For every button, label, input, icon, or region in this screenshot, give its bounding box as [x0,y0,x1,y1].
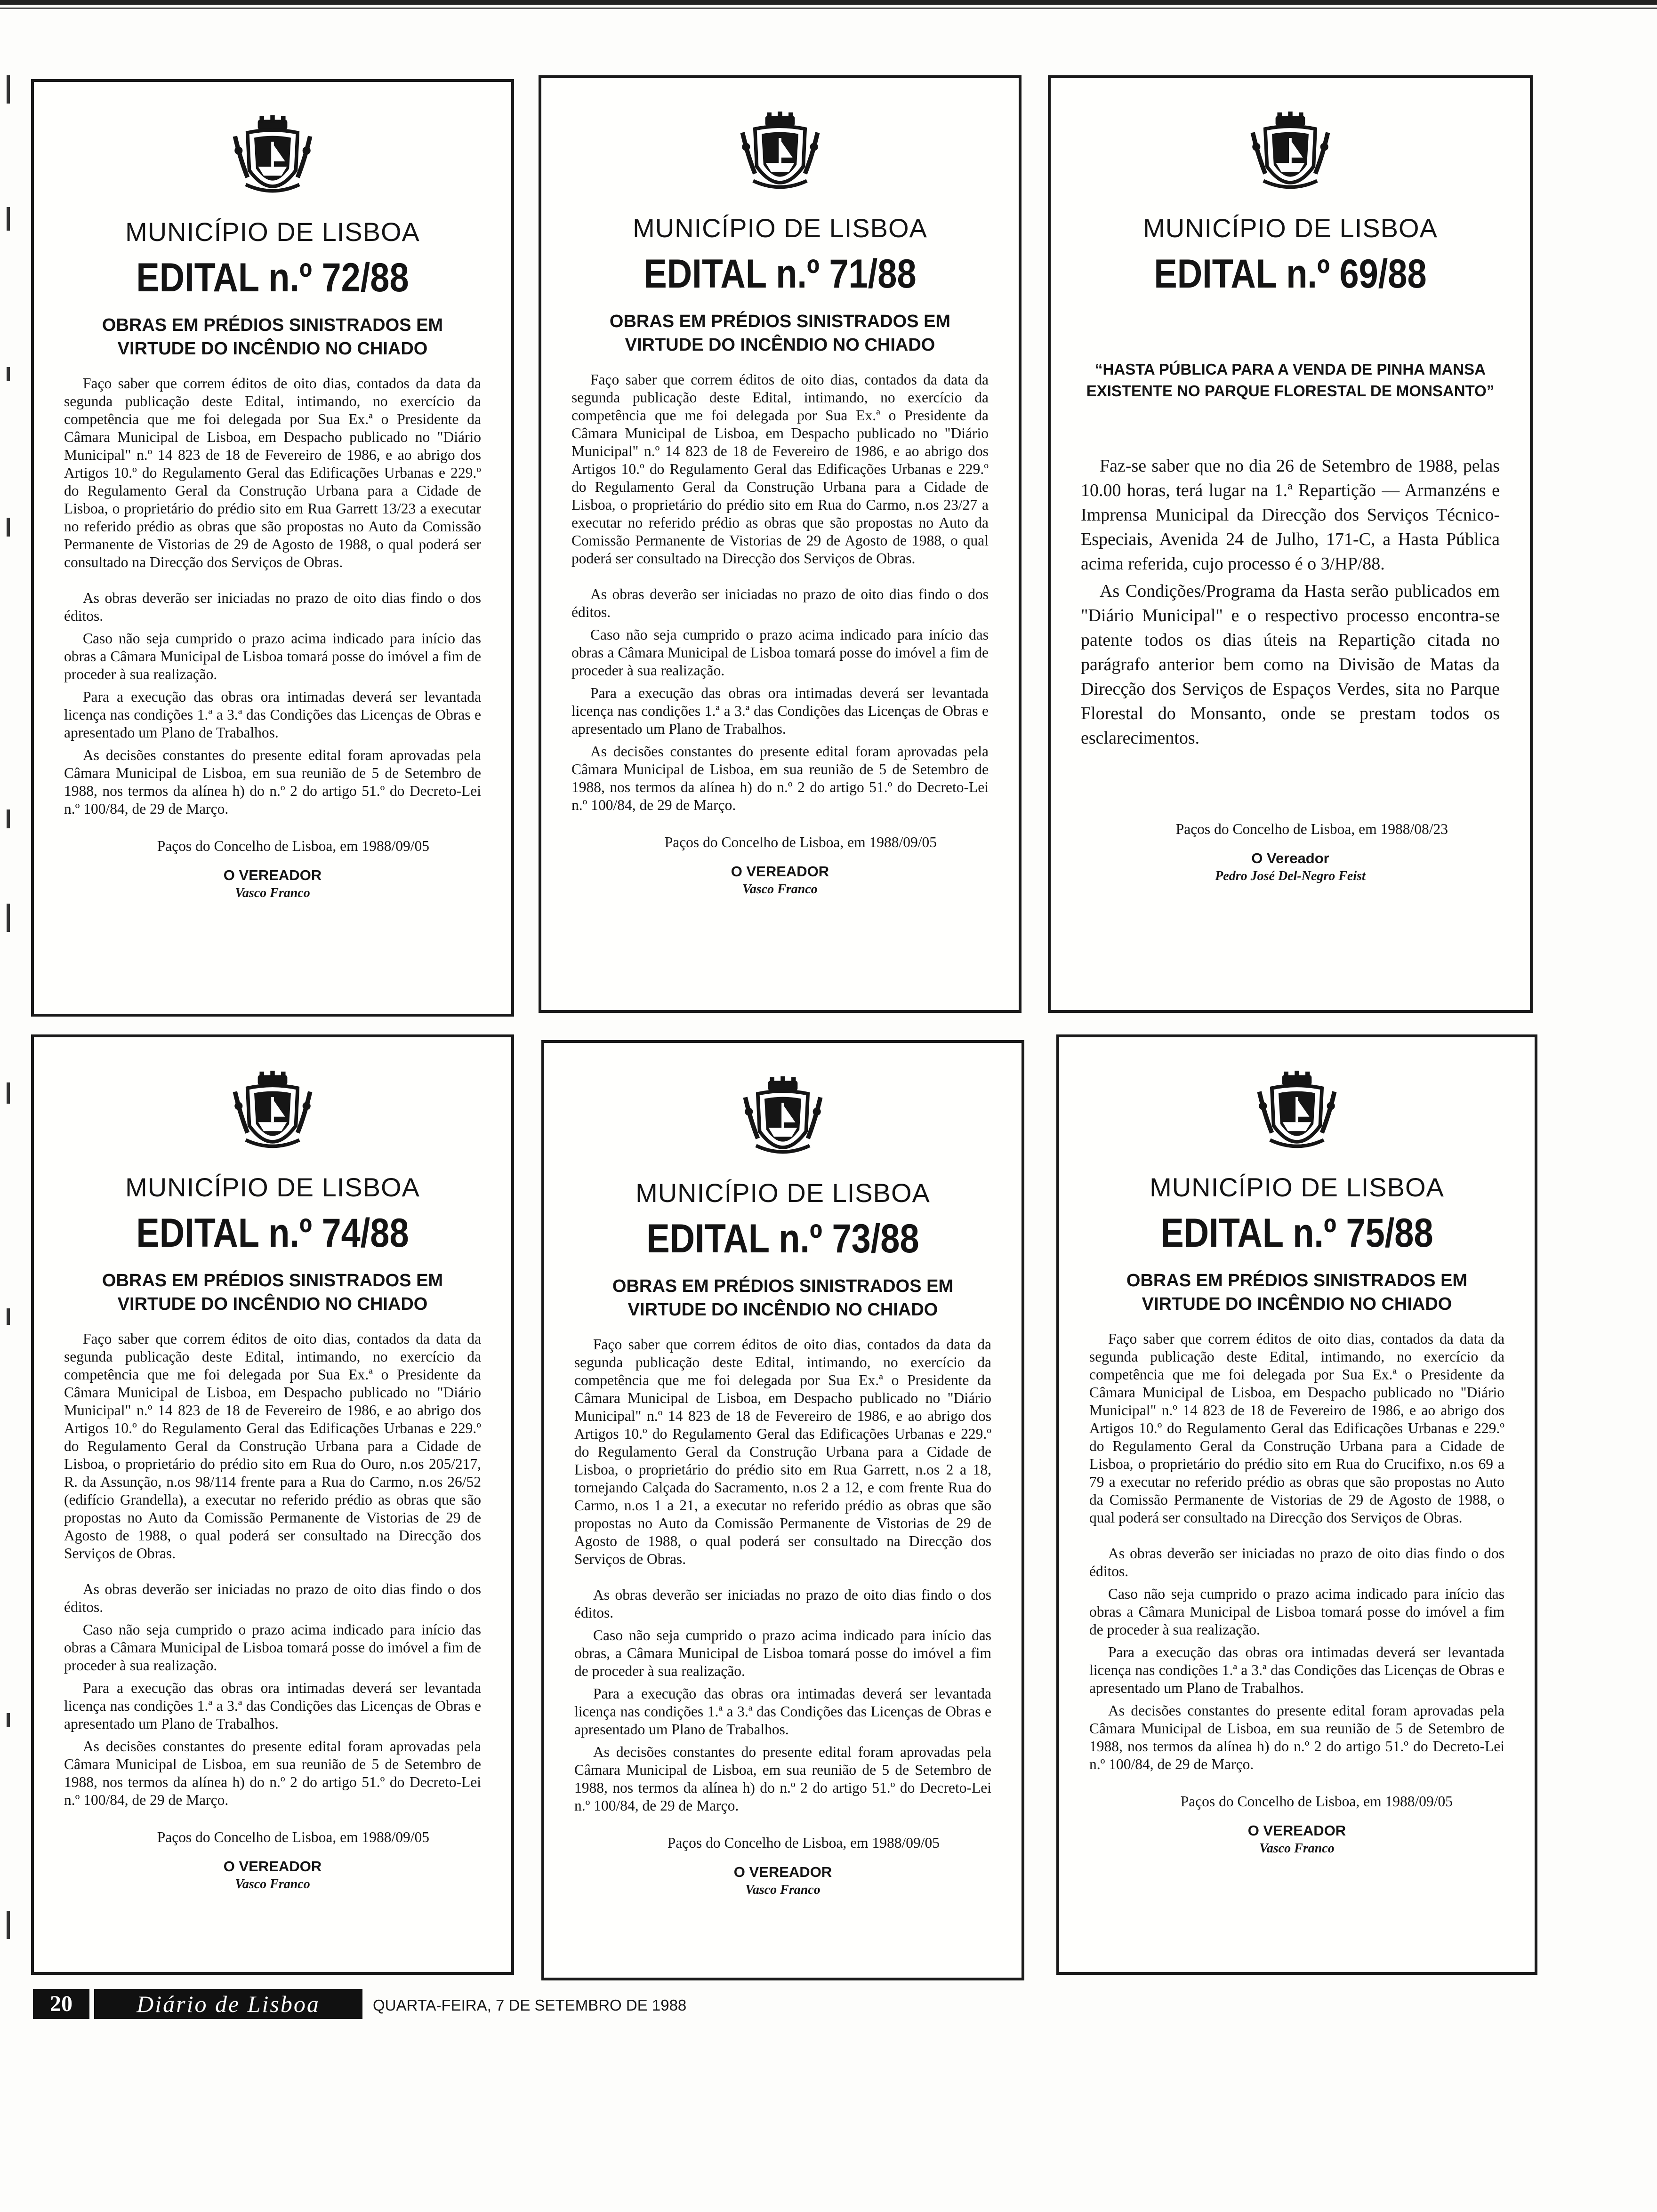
left-margin-marks [3,75,17,2005]
notice-place-date: Paços do Concelho de Lisboa, em 1988/09/05 [667,1835,940,1851]
notice-signer-name: Vasco Franco [742,882,818,897]
notice-paragraph: Caso não seja cumprido o prazo acima indicado para início das obras a Câmara Municipal de Lisboa tomará posse do imóvel a fim de proceder à sua realização. [64,630,481,682]
lisbon-coat-of-arms-icon [738,1076,828,1165]
edital-number: EDITAL n.º 74/88 [136,1210,409,1256]
edital-notice-71 [539,75,1022,1013]
notice-paragraph: Faço saber que correm éditos de oito dias, contados da data da segunda publicação deste Edital, intimando, no exercício da competência que me foi delegada por Sua Ex.ª o Presidente da Câmara Municipal de Lisboa, em Despacho publicado no "Diário Municipal" n.º 14 823 de 18 de Fevereiro de 1986, e ao abrigo dos Artigos 10.º do Regulamento Geral das Edificações Urbanas e 229.º do Regulamento Geral da Construção Urbana para a Cidade de Lisboa, o proprietário do prédio sito em Rua Garrett, n.os 2 a 18, tornejando Calçada do Sacramento, n.os 2 a 12, e com frente Rua do Carmo, n.os 1 a 21, a executar no referido prédio as obras que são propostas no Auto da Comissão Permanente de Vistorias de 29 de Agosto de 1988, o qual poderá ser consultado na Direcção dos Serviços de Obras. [574,1336,991,1567]
notice-body [571,371,989,814]
notice-signer-name: Vasco Franco [235,1877,310,1891]
notice-paragraph: Faço saber que correm éditos de oito dias, contados da data da segunda publicação deste Edital, intimando, no exercício da competência que me foi delegada por Sua Ex.ª o Presidente da Câmara Municipal de Lisboa, em Despacho publicado no "Diário Municipal" n.º 14 823 de 18 de Fevereiro de 1986, e ao abrigo dos Artigos 10.º do Regulamento Geral das Edificações Urbanas e 229.º do Regulamento Geral da Construção Urbana para a Cidade de Lisboa, o proprietário do prédio sito em Rua do Crucifixo, n.os 69 a 79 a executar no referido prédio as obras que são propostas no Auto da Comissão Permanente de Vistorias de 29 de Agosto de 1988, o qual poderá ser consultado na Direcção dos Serviços de Obras. [1089,1330,1504,1526]
notice-subject: “HASTA PÚBLICA PARA A VENDA DE PINHA MANSA EXISTENTE NO PARQUE FLORESTAL DE MONSANTO” [1086,361,1495,400]
notice-paragraph: Caso não seja cumprido o prazo acima indicado para início das obras a Câmara Municipal de Lisboa tomará posse do imóvel a fim de proceder à sua realização. [64,1621,481,1674]
notice-paragraph: Faço saber que correm éditos de oito dias, contados da data da segunda publicação deste Edital, intimando, no exercício da competência que me foi delegada por Sua Ex.ª o Presidente da Câmara Municipal de Lisboa, em Despacho publicado no "Diário Municipal" n.º 14 823 de 18 de Fevereiro de 1986, e ao abrigo dos Artigos 10.º do Regulamento Geral das Edificações Urbanas e 229.º do Regulamento Geral da Construção Urbana para a Cidade de Lisboa, o proprietário do prédio sito em Rua do Ouro, n.os 205/217, R. da Assunção, n.os 98/114 frente para a Rua do Carmo, n.os 26/52 (edifício Grandella), a executar no referido prédio as obras que são propostas no Auto da Comissão Permanente de Vistorias de 29 de Agosto de 1988, o qual poderá ser consultado na Direcção dos Serviços de Obras. [64,1330,481,1562]
notice-paragraph: As obras deverão ser iniciadas no prazo de oito dias findo o dos éditos. [1089,1545,1504,1579]
notice-signer-name: Vasco Franco [1259,1841,1335,1856]
notice-paragraph: As decisões constantes do presente edital foram aprovadas pela Câmara Municipal de Lisboa, em sua reunião de 5 de Setembro de 1988, nos termos da alínea h) do n.º 2 do artigo 51.º do Decreto-Lei n.º 100/84, de 29 de Março. [1089,1702,1504,1772]
notice-place-date: Paços do Concelho de Lisboa, em 1988/08/23 [1175,821,1448,837]
notice-signer-name: Pedro José Del-Negro Feist [1215,869,1366,883]
notice-signer-role: O VEREADOR [731,863,829,880]
notice-signer-role: O VEREADOR [223,1858,322,1875]
municipality-name: MUNICÍPIO DE LISBOA [125,1172,420,1202]
notice-paragraph: Para a execução das obras ora intimadas deverá ser levantada licença nas condições 1.ª a 3.ª das Condições das Licenças de Obras e apresentado um Plano de Trabalhos. [1089,1644,1504,1696]
edital-number: EDITAL n.º 73/88 [646,1216,919,1261]
notice-signer-name: Vasco Franco [235,886,310,900]
notice-signer-role: O Vereador [1251,850,1329,866]
edital-notice-75 [1056,1034,1537,1975]
notice-body [1081,454,1500,750]
lisbon-coat-of-arms-icon [735,111,825,200]
notice-paragraph: As Condições/Programa da Hasta serão publicados em "Diário Municipal" e o respectivo processo encontra-se patente todos os dias úteis na Repartição citada no parágrafo anterior bem como na Divisão de Matas da Direcção dos Serviços de Espaços Verdes, sita no Parque Florestal do Monsanto, onde se prestam todos os esclarecimentos. [1081,581,1500,748]
notice-subject: OBRAS EM PRÉDIOS SINISTRADOS EM VIRTUDE DO INCÊNDIO NO CHIADO [612,1276,954,1320]
notice-place-date: Paços do Concelho de Lisboa, em 1988/09/05 [1180,1793,1453,1810]
notice-paragraph: As obras deverão ser iniciadas no prazo de oito dias findo o dos éditos. [64,590,481,624]
lisbon-coat-of-arms-icon [1252,1070,1342,1160]
lisbon-coat-of-arms-icon [228,115,317,204]
notice-place-date: Paços do Concelho de Lisboa, em 1988/09/05 [157,838,429,854]
notice-paragraph: Para a execução das obras ora intimadas deverá ser levantada licença nas condições 1.ª a 3.ª das Condições das Licenças de Obras e apresentado um Plano de Trabalhos. [574,1685,991,1738]
edital-number: EDITAL n.º 72/88 [136,255,409,300]
notice-paragraph: As decisões constantes do presente edital foram aprovadas pela Câmara Municipal de Lisboa, em sua reunião de 5 de Setembro de 1988, nos termos da alínea h) do n.º 2 do artigo 51.º do Decreto-Lei n.º 100/84, de 29 de Março. [571,743,989,813]
notice-subject: OBRAS EM PRÉDIOS SINISTRADOS EM VIRTUDE DO INCÊNDIO NO CHIADO [102,1271,443,1314]
notice-paragraph: As decisões constantes do presente edital foram aprovadas pela Câmara Municipal de Lisboa, em sua reunião de 5 de Setembro de 1988, nos termos da alínea h) do n.º 2 do artigo 51.º do Decreto-Lei n.º 100/84, de 29 de Março. [574,1744,991,1814]
notice-paragraph: As decisões constantes do presente edital foram aprovadas pela Câmara Municipal de Lisboa, em sua reunião de 5 de Setembro de 1988, nos termos da alínea h) do n.º 2 do artigo 51.º do Decreto-Lei n.º 100/84, de 29 de Março. [64,1738,481,1808]
municipality-name: MUNICÍPIO DE LISBOA [633,213,927,243]
page-top-rule [0,0,1657,5]
edital-number: EDITAL n.º 71/88 [643,251,917,297]
notice-paragraph: Faço saber que correm éditos de oito dias, contados da data da segunda publicação deste Edital, intimando, no exercício da competência que me foi delegada por Sua Ex.ª o Presidente da Câmara Municipal de Lisboa, em Despacho publicado no "Diário Municipal" n.º 14 823 de 18 de Fevereiro de 1986, e ao abrigo dos Artigos 10.º do Regulamento Geral das Edificações Urbanas e 229.º do Regulamento Geral da Construção Urbana para a Cidade de Lisboa, o proprietário do prédio sito em Rua do Carmo, n.os 23/27 a executar no referido prédio as obras que são propostas no Auto da Comissão Permanente de Vistorias de 29 de Agosto de 1988, o qual poderá ser consultado na Direcção dos Serviços de Obras. [571,371,989,567]
notice-subject: OBRAS EM PRÉDIOS SINISTRADOS EM VIRTUDE DO INCÊNDIO NO CHIADO [1126,1271,1468,1314]
notice-place-date: Paços do Concelho de Lisboa, em 1988/09/05 [157,1829,429,1845]
page-top-rule-thin [0,8,1657,9]
lisbon-coat-of-arms-icon [228,1070,317,1160]
notice-paragraph: Caso não seja cumprido o prazo acima indicado para início das obras a Câmara Municipal de Lisboa tomará posse do imóvel a fim de proceder à sua realização. [571,626,989,679]
notice-paragraph: As decisões constantes do presente edital foram aprovadas pela Câmara Municipal de Lisboa, em sua reunião de 5 de Setembro de 1988, nos termos da alínea h) do n.º 2 do artigo 51.º do Decreto-Lei n.º 100/84, de 29 de Março. [64,747,481,817]
notice-paragraph: Caso não seja cumprido o prazo acima indicado para início das obras, a Câmara Municipal de Lisboa tomará posse do imóvel a fim de proceder à sua realização. [574,1627,991,1679]
lisbon-coat-of-arms-icon [1246,111,1335,200]
municipality-name: MUNICÍPIO DE LISBOA [1143,213,1438,243]
notice-paragraph: As obras deverão ser iniciadas no prazo de oito dias findo o dos éditos. [571,586,989,620]
notice-paragraph: As obras deverão ser iniciadas no prazo de oito dias findo o dos éditos. [64,1581,481,1615]
municipality-name: MUNICÍPIO DE LISBOA [125,217,420,247]
edital-notice-74 [31,1034,514,1975]
municipality-name: MUNICÍPIO DE LISBOA [635,1178,930,1208]
edital-number: EDITAL n.º 75/88 [1160,1210,1433,1256]
notice-signer-role: O VEREADOR [1247,1822,1346,1839]
notice-paragraph: Para a execução das obras ora intimadas deverá ser levantada licença nas condições 1.ª a 3.ª das Condições das Licenças de Obras e apresentado um Plano de Trabalhos. [64,689,481,741]
edital-notice-72 [31,79,514,1017]
notice-body [574,1336,991,1815]
notice-body [1089,1330,1504,1773]
notice-subject: OBRAS EM PRÉDIOS SINISTRADOS EM VIRTUDE DO INCÊNDIO NO CHIADO [609,312,951,355]
notice-paragraph: Faz-se saber que no dia 26 de Setembro de 1988, pelas 10.00 horas, terá lugar na 1.ª Repartição — Armanzéns e Imprensa Municipal da Direcção dos Serviços Técnico-Especiais, Avenida 24 de Julho, 171-C, a Hasta Pública acima referida, cujo processo é o 3/HP/88. [1081,456,1500,574]
notice-paragraph: Caso não seja cumprido o prazo acima indicado para início das obras a Câmara Municipal de Lisboa tomará posse do imóvel a fim de proceder à sua realização. [1089,1586,1504,1638]
notice-paragraph: Faço saber que correm éditos de oito dias, contados da data da segunda publicação deste Edital, intimando, no exercício da competência que me foi delegada por Sua Ex.ª o Presidente da Câmara Municipal de Lisboa, em Despacho publicado no "Diário Municipal" n.º 14 823 de 18 de Fevereiro de 1986, e ao abrigo dos Artigos 10.º do Regulamento Geral das Edificações Urbanas e 229.º do Regulamento Geral da Construção Urbana para a Cidade de Lisboa, o proprietário do prédio sito em Rua Garrett 13/23 a executar no referido prédio as obras que são propostas no Auto da Comissão Permanente de Vistorias de 29 de Agosto de 1988, o qual poderá ser consultado na Direcção dos Serviços de Obras. [64,375,481,570]
notice-paragraph: As obras deverão ser iniciadas no prazo de oito dias findo o dos éditos. [574,1587,991,1621]
edital-notice-69 [1048,75,1533,1013]
notice-body [64,1330,481,1809]
notice-paragraph: Para a execução das obras ora intimadas deverá ser levantada licença nas condições 1.ª a 3.ª das Condições das Licenças de Obras e apresentado um Plano de Trabalhos. [64,1680,481,1732]
newspaper-masthead: Diário de Lisboa [94,1989,362,2019]
edital-notice-73 [541,1040,1024,1980]
notice-place-date: Paços do Concelho de Lisboa, em 1988/09/05 [664,834,937,850]
notice-signer-role: O VEREADOR [733,1864,832,1880]
issue-date: QUARTA-FEIRA, 7 DE SETEMBRO DE 1988 [373,1996,687,2014]
notice-signer-name: Vasco Franco [745,1883,820,1897]
notice-subject: OBRAS EM PRÉDIOS SINISTRADOS EM VIRTUDE DO INCÊNDIO NO CHIADO [102,315,443,359]
municipality-name: MUNICÍPIO DE LISBOA [1150,1172,1444,1202]
page-number: 20 [33,1989,89,2019]
notice-signer-role: O VEREADOR [223,867,322,883]
notice-paragraph: Para a execução das obras ora intimadas deverá ser levantada licença nas condições 1.ª a 3.ª das Condições das Licenças de Obras e apresentado um Plano de Trabalhos. [571,685,989,737]
notice-body [64,375,481,818]
edital-number: EDITAL n.º 69/88 [1154,251,1427,297]
